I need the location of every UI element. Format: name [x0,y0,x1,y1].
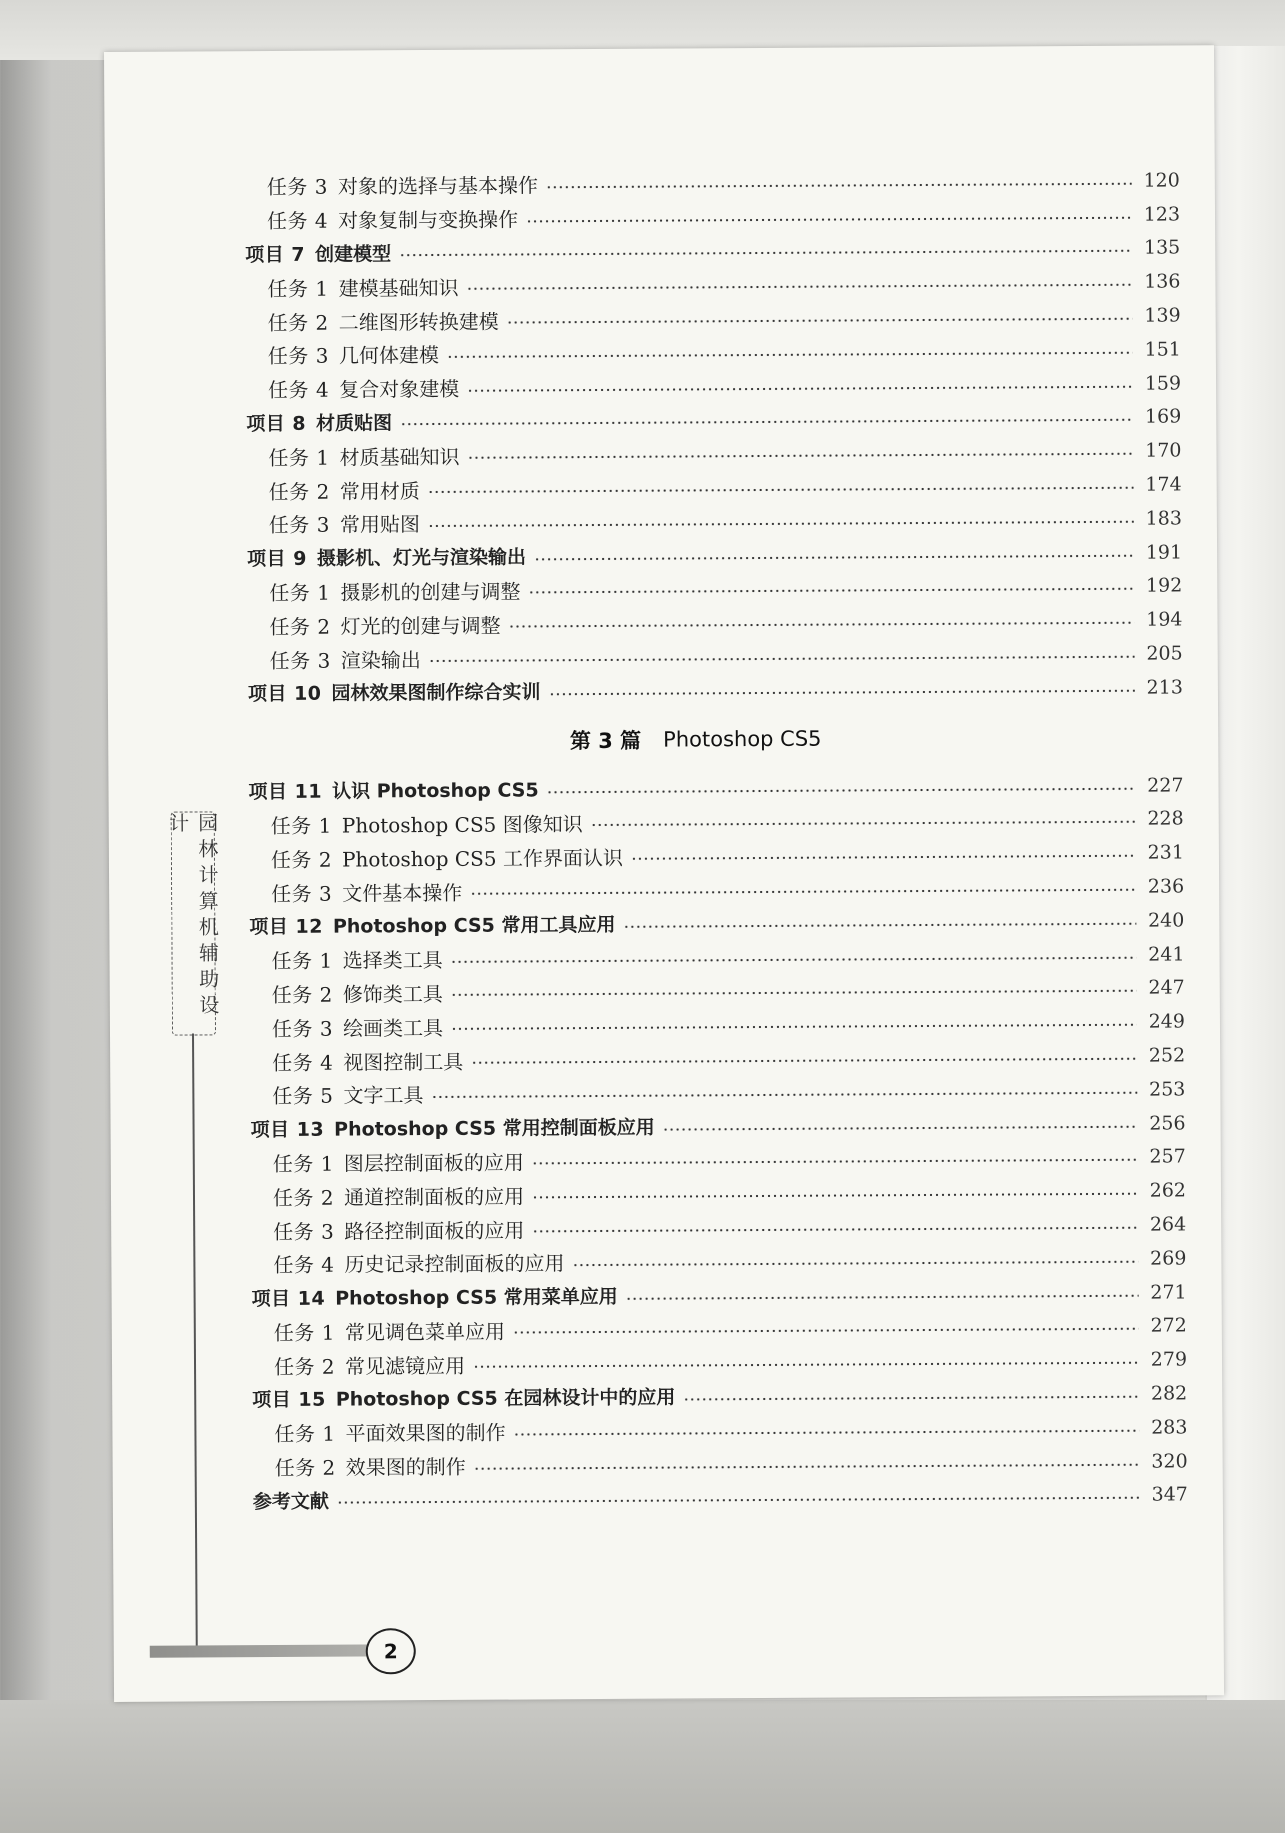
toc-page-number: 241 [1148,943,1185,966]
toc-entry-title: 二维图形转换建模 [338,309,499,335]
toc-entry-label [267,170,546,201]
toc-page-number: 136 [1144,270,1181,293]
dot-leader [451,955,1137,963]
toc-upper-section [245,163,1183,709]
toc-page-number: 236 [1147,875,1185,898]
part-number: 第 3 篇 [569,728,642,753]
toc-entry-label [270,644,429,674]
toc-entry-label [268,373,467,403]
toc-page-number: 139 [1144,304,1181,327]
dot-leader [429,655,1135,663]
dot-leader [470,888,1136,896]
toc-task-row [253,1444,1188,1484]
dot-leader [528,587,1134,595]
toc-page-number: 183 [1145,507,1182,530]
dot-leader [683,1395,1139,1402]
toc-entry-label [271,808,591,839]
side-rule [192,1033,198,1645]
toc-entry-number: 任务 1 [270,813,332,838]
toc-entry-number: 项目 10 [247,683,322,706]
toc-entry-title: 常见调色菜单应用 [344,1319,505,1345]
toc-entry-title: Photoshop CS5 常用菜单应用 [335,1285,618,1310]
toc-page-number: 269 [1150,1247,1187,1270]
dot-leader [399,249,1132,257]
toc-task-row [248,637,1183,677]
toc-page-number: 228 [1147,807,1184,831]
toc-entry-title: 复合对象建模 [339,377,460,402]
toc-task-row [250,1039,1185,1079]
toc-page-number: 213 [1146,676,1183,699]
toc-project-row [252,1275,1187,1315]
toc-project-row [249,903,1184,943]
toc-entry-number: 任务 1 [269,580,331,605]
toc-entry-label [271,842,631,873]
toc-entry-title: 平面效果图的制作 [345,1420,506,1446]
toc-task-row [245,265,1180,305]
toc-task-row [247,468,1182,508]
dot-leader [431,1091,1137,1099]
toc-entry-label [271,944,450,974]
toc-entry-number: 任务 2 [272,1185,335,1210]
toc-entry-number: 任务 2 [271,982,333,1007]
toc-entry-title: 建模基础知识 [338,275,459,301]
toc-page-number: 347 [1151,1483,1188,1507]
dot-leader [428,520,1134,528]
dot-leader [451,1023,1137,1031]
toc-page-number: 191 [1145,541,1183,564]
toc-entry-title: 图层控制面板的应用 [343,1150,524,1176]
toc-entry-number: 任务 3 [267,344,330,369]
toc-entry-number: 任务 1 [267,276,329,301]
toc-entry-number: 任务 4 [267,377,330,403]
toc-entry-label [272,1012,451,1042]
toc-task-row [251,1241,1186,1281]
toc-task-row [251,1140,1186,1180]
toc-entry-title: Photoshop CS5 图像知识 [341,812,583,838]
toc-entry-title: Photoshop CS5 常用控制面板应用 [334,1116,655,1141]
toc-page-number: 249 [1148,1010,1186,1033]
toc-page-number: 231 [1147,841,1184,864]
toc-page-number: 257 [1149,1145,1186,1169]
toc-entry-label [245,239,399,267]
toc-task-row [249,937,1184,977]
toc-entry-label [274,1349,473,1379]
toc-page-number: 120 [1143,169,1180,192]
toc-task-row [250,971,1185,1011]
toc-entry-label [269,575,528,606]
toc-entry-title: 材质基础知识 [339,444,460,470]
toc-page-number: 253 [1149,1078,1186,1101]
side-label-text: 园林计算机辅助设计 [165,812,220,1021]
toc-page-number: 252 [1148,1044,1186,1067]
toc-entry-title: 园林效果图制作综合实训 [331,681,541,705]
toc-entry-title: Photoshop CS5 工作界面认识 [341,845,623,872]
toc-entry-number: 项目 13 [250,1118,325,1142]
dot-leader [451,989,1137,997]
dot-leader [623,922,1136,929]
toc-entry-label [268,339,447,369]
toc-entry-label [268,305,507,335]
toc-entry-number: 任务 2 [268,479,330,504]
toc-task-row [251,1174,1186,1214]
toc-page-number: 205 [1146,642,1183,665]
toc-task-row [247,569,1182,609]
toc-entry-title: 几何体建模 [338,343,440,368]
toc-task-row [251,1208,1186,1248]
toc-entry-title: 常用贴图 [339,512,421,537]
dot-leader [547,786,1136,794]
dot-leader [532,1158,1138,1166]
toc-entry-title: 绘画类工具 [342,1015,444,1041]
toc-task-row [250,1072,1185,1112]
toc-project-row [247,535,1182,575]
toc-entry-number: 任务 2 [270,847,333,872]
book-title-side-label [165,811,220,1035]
toc-entry-title: 认识 Photoshop CS5 [332,779,539,803]
dot-leader [631,854,1136,861]
dot-leader [337,1496,1140,1505]
toc-entry-number: 任务 1 [271,948,333,974]
toc-entry-number: 任务 2 [273,1354,336,1379]
toc-project-row [245,231,1180,271]
toc-entry-label [272,978,451,1008]
toc-entry-label [246,408,400,436]
toc-page-number: 174 [1145,473,1182,496]
toc-entry-title: 选择类工具 [342,948,443,973]
dot-leader [428,486,1134,494]
toc-entry-title: 文件基本操作 [342,880,463,906]
dot-leader [507,317,1133,325]
toc-page-number: 170 [1145,439,1182,462]
toc-entry-label [249,910,623,939]
toc-task-row [249,802,1184,842]
dot-leader [473,1361,1139,1369]
toc-page-number: 240 [1147,909,1185,932]
toc-entry-title: 参考文献 [252,1490,329,1513]
toc-entry-label [252,1383,683,1413]
toc-entry-title: 文字工具 [343,1083,424,1108]
toc-project-row [252,1377,1187,1417]
dot-leader [532,1226,1138,1234]
toc-entry-number: 任务 3 [271,1016,334,1041]
toc-entry-title: 对象的选择与基本操作 [337,173,538,199]
toc-entry-title: 灯光的创建与调整 [340,613,501,639]
toc-task-row [245,197,1180,237]
toc-entry-title: 材质贴图 [316,412,393,435]
part-title: Photoshop CS5 [663,726,822,752]
toc-task-row [246,299,1181,339]
toc-entry-title: 创建模型 [315,243,392,266]
toc-entry-label [273,1180,532,1211]
toc-task-row [246,366,1181,406]
toc-project-row [248,670,1183,710]
dot-leader [626,1293,1139,1300]
toc-entry-number: 任务 2 [267,310,329,335]
toc-entry-title: Photoshop CS5 在园林设计中的应用 [335,1387,676,1412]
toc-task-row [247,603,1182,643]
toc-page-number: 192 [1145,574,1183,598]
toc-entry-title: 效果图的制作 [345,1454,466,1480]
part-heading [248,708,1183,770]
toc-task-row [249,836,1184,876]
toc-entry-title: 常见滤镜应用 [345,1353,466,1379]
toc-page-number: 194 [1146,608,1183,631]
toc-entry-title: 修饰类工具 [342,981,443,1007]
toc-task-row [252,1410,1187,1450]
toc-task-row [247,501,1182,541]
toc-entry-number: 任务 3 [268,512,331,538]
dot-leader [591,820,1136,827]
table-of-contents [245,163,1188,1517]
dot-leader [447,351,1133,359]
toc-project-row [250,1106,1185,1146]
dot-leader [468,452,1134,460]
toc-entry-number: 项目 9 [247,547,308,571]
scanner-bed [0,1700,1285,1833]
toc-entry-number: 任务 4 [273,1252,335,1278]
toc-entry-title: 渲染输出 [340,647,421,673]
toc-entry-number: 任务 1 [272,1151,334,1176]
dot-leader [526,215,1132,223]
toc-page-number: 272 [1150,1314,1187,1338]
toc-entry-label [274,1315,513,1345]
toc-entry-number: 项目 14 [251,1287,326,1311]
toc-project-row [253,1478,1188,1518]
dot-leader [400,418,1133,426]
page-number: 2 [366,1628,416,1674]
toc-task-row [252,1343,1187,1383]
toc-entry-number: 任务 1 [268,445,330,470]
toc-entry-label [275,1451,474,1481]
toc-entry-number: 项目 7 [245,243,306,267]
toc-entry-number: 任务 2 [274,1455,336,1481]
toc-entry-label [250,1113,662,1143]
dot-leader [534,553,1134,561]
toc-page-number: 262 [1149,1179,1187,1202]
toc-entry-label [269,475,428,505]
toc-entry-label [268,441,467,471]
toc-entry-title: 通道控制面板的应用 [344,1184,525,1210]
toc-task-row [250,1005,1185,1045]
toc-page-number: 169 [1144,405,1182,429]
toc-page-number: 271 [1150,1281,1187,1304]
toc-entry-label [252,1282,626,1311]
toc-entry-number: 任务 3 [269,648,331,673]
toc-entry-label [267,204,526,235]
toc-entry-number: 任务 1 [274,1421,336,1447]
toc-page-number: 123 [1143,203,1181,226]
toc-entry-label [269,508,428,538]
dot-leader [663,1124,1138,1131]
toc-entry-number: 项目 8 [246,412,307,436]
toc-page-number: 283 [1151,1416,1188,1439]
toc-project-row [246,400,1181,440]
toc-entry-number: 项目 11 [248,780,323,804]
toc-entry-number: 任务 3 [266,175,328,200]
dot-leader [471,1057,1137,1065]
toc-lower-section [248,768,1188,1517]
dot-leader [548,689,1134,697]
toc-page-number: 320 [1151,1449,1188,1473]
toc-entry-label [273,1214,532,1245]
toc-entry-title: 常用材质 [339,478,420,504]
toc-entry-label [248,775,546,804]
toc-page-number: 264 [1149,1213,1187,1236]
toc-entry-label [272,1045,471,1075]
toc-page-number: 227 [1147,774,1184,797]
toc-page-number: 282 [1150,1382,1188,1405]
toc-page-number: 256 [1149,1112,1186,1135]
toc-entry-label [253,1486,337,1514]
toc-task-row [249,870,1184,910]
toc-entry-label [267,272,466,302]
toc-task-row [245,163,1180,203]
dot-leader [467,283,1133,291]
toc-page-number: 135 [1143,236,1181,260]
dot-leader [474,1462,1140,1470]
toc-entry-number: 任务 4 [272,1050,334,1075]
book-page [104,45,1224,1702]
toc-task-row [246,332,1181,372]
dot-leader [546,182,1132,190]
toc-entry-label [272,1079,431,1109]
toc-task-row [246,434,1181,474]
toc-entry-label [274,1417,513,1447]
toc-entry-number: 项目 15 [252,1389,326,1412]
toc-page-number: 247 [1148,976,1185,1000]
toc-entry-title: 摄影机的创建与调整 [340,579,521,605]
dot-leader [513,1327,1139,1335]
toc-entry-number: 任务 3 [271,881,333,906]
dot-leader [514,1428,1140,1436]
dot-leader [572,1260,1138,1267]
toc-entry-number: 任务 1 [273,1320,335,1345]
toc-entry-label [269,609,508,639]
toc-entry-number: 任务 5 [272,1083,334,1109]
toc-project-row [248,768,1183,808]
toc-entry-label [247,543,534,572]
toc-entry-label [273,1146,532,1177]
dot-leader [467,384,1133,392]
toc-entry-number: 任务 2 [269,614,331,639]
toc-entry-title: 对象复制与变换操作 [338,207,519,233]
toc-entry-title: Photoshop CS5 常用工具应用 [332,914,616,938]
toc-page-number: 159 [1144,372,1182,395]
dot-leader [532,1192,1138,1200]
toc-entry-number: 任务 4 [266,208,329,234]
dot-leader [509,621,1135,629]
toc-entry-number: 项目 12 [249,916,323,939]
toc-entry-title: 历史记录控制面板的应用 [344,1251,565,1277]
toc-entry-number: 任务 3 [273,1219,335,1244]
toc-entry-title: 路径控制面板的应用 [344,1217,525,1244]
toc-entry-label [248,678,549,707]
toc-entry-label [271,876,470,906]
toc-entry-label [273,1247,572,1278]
toc-page-number: 279 [1150,1348,1188,1371]
toc-task-row [252,1309,1187,1349]
toc-page-number: 151 [1144,338,1181,361]
toc-entry-title: 视图控制工具 [343,1049,464,1075]
toc-entry-title: 摄影机、灯光与渲染输出 [316,546,527,570]
